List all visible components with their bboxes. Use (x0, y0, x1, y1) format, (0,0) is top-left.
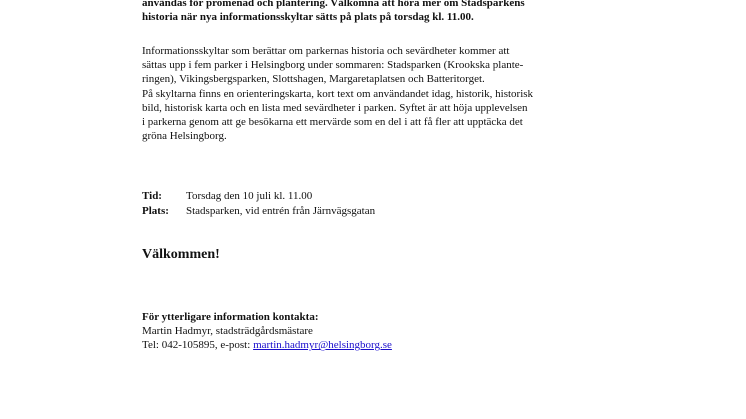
body-line-1: Informationsskyltar som berättar om parkernas historia och sevärdheter kommer att (142, 45, 510, 57)
place-value: Stadsparken, vid entrén från Järnvägsgatan (186, 205, 376, 217)
body-line-5: bild, historisk karta och en lista med sevärdheter i parken. Syftet är att höja upplevelsen (142, 101, 528, 114)
body-line-4: På skyltarna finns en orienteringskarta, kort text om användandet idag, historik, historisk (142, 87, 534, 100)
intro-paragraph (142, 0, 612, 24)
body-line-7: gröna Helsingborg. (142, 130, 227, 143)
body-paragraph (142, 44, 612, 143)
email-link[interactable]: martin.hadmyr@helsingborg.se (253, 339, 392, 352)
contact-name: Martin Hadmyr, stadsträdgårdsmästare (142, 325, 313, 338)
body-line-3: ringen), Vikingsbergsparken, Slottshagen, Margaretaplatsen och Batteritorget. (142, 73, 485, 86)
place-row (142, 204, 612, 219)
intro-line-1: användas för promenad och plantering. Välkomna att höra mer om Stadsparkens (142, 0, 525, 9)
body-line-6: i parkerna genom att ge besökarna ett mervärde som en del i att få fler att upptäcka det (142, 116, 523, 129)
time-row (142, 189, 612, 204)
time-label: Tid: (142, 190, 162, 202)
intro-line-2: historia när nya informationsskyltar sätts på plats på torsdag kl. 11.00. (142, 11, 474, 24)
contact-section (142, 310, 612, 353)
body-line-2: sättas upp i fem parker i Helsingborg under sommaren: Stadsparken (Krookska plante- (142, 59, 524, 72)
time-value: Torsdag den 10 juli kl. 11.00 (186, 190, 313, 202)
place-label: Plats: (142, 205, 169, 217)
welcome-heading: Välkommen! (142, 247, 220, 262)
contact-heading: För ytterligare information kontakta: (142, 311, 319, 323)
contact-tel: Tel: 042-105895, e-post: (142, 339, 254, 352)
contact-line (142, 338, 612, 352)
event-details (142, 189, 612, 219)
